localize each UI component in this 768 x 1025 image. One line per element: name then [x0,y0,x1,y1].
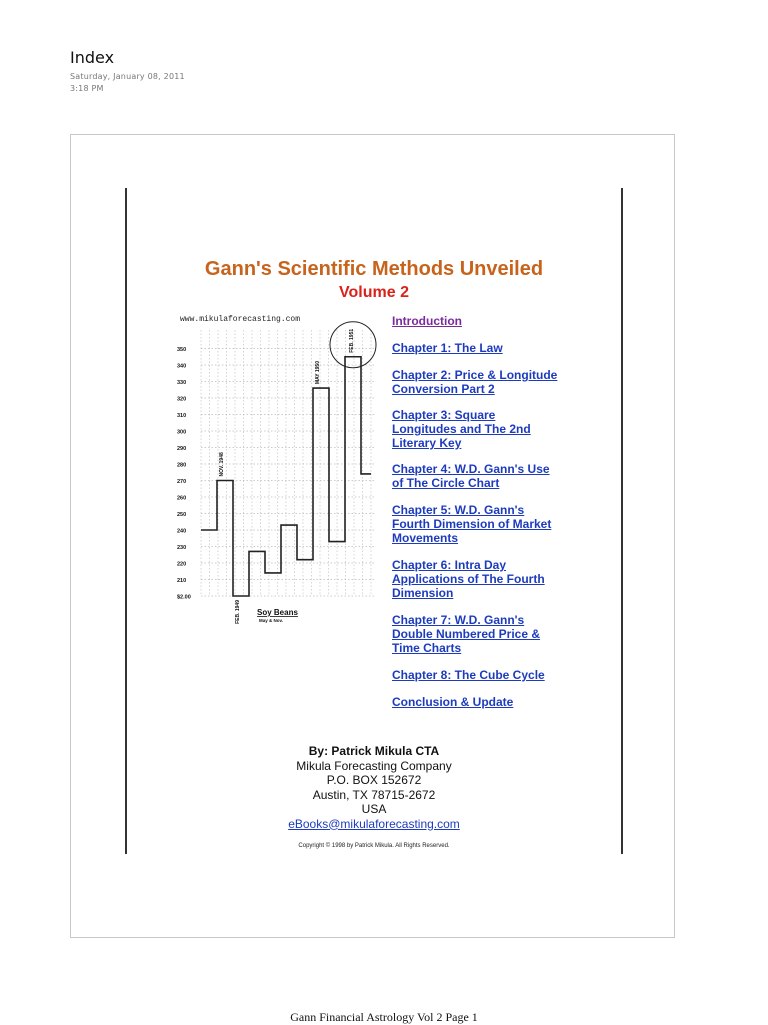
toc-chapter-1[interactable]: Chapter 1: The Law [392,341,503,355]
y-tick-label: 300 [177,429,187,436]
y-tick-label: 340 [177,363,187,370]
toc-chapter-7[interactable]: Chapter 7: W.D. Gann's Double Numbered Price & Time Charts [392,613,541,655]
toc-conclusion[interactable]: Conclusion & Update [392,695,514,709]
chart-title: Soy Beans [257,608,298,617]
page-footer: Gann Financial Astrology Vol 2 Page 1 [290,1010,478,1024]
date-annotation: MAY 1950 [315,361,321,385]
y-tick-label: 210 [177,578,187,584]
po-box: P.O. BOX 152672 [326,773,422,787]
date-annotation: FEB. 1949 [235,600,241,624]
y-tick-label: 250 [177,512,187,518]
y-tick-label: 280 [177,462,187,469]
y-tick-label: 320 [177,396,187,403]
toc-chapter-5[interactable]: Chapter 5: W.D. Gann's Fourth Dimension of Market Movements [392,503,552,545]
y-tick-label: 290 [177,446,187,452]
city-line: Austin, TX 78715-2672 [312,787,436,802]
y-tick-label: 220 [177,561,187,568]
y-tick-label: 330 [177,380,187,386]
email-link[interactable]: eBooks@mikulaforecasting.com [288,816,460,831]
cover-subtitle: Volume 2 [339,284,409,301]
y-tick-label: 230 [177,545,187,551]
date-annotation: NOV. 1948 [219,452,225,477]
soybean-chart [175,318,385,628]
cover-url: www.mikulaforecasting.com [180,315,301,324]
note-time: 3:18 PM [70,84,104,93]
right-border-line [621,188,623,854]
credits-block [127,744,621,831]
date-annotation: FEB. 1951 [349,328,355,353]
y-tick-label: $2.00 [177,594,191,601]
country-line: USA [361,802,387,816]
toc-chapter-6[interactable]: Chapter 6: Intra Day Applications of The Fourth Dimension [392,558,545,600]
toc-chapter-3[interactable]: Chapter 3: Square Longitudes and The 2nd Literary Key [392,408,531,450]
y-tick-label: 270 [177,479,187,485]
company-name: Mikula Forecasting Company [296,758,452,773]
chart-subtitle: May & Nov. [259,618,283,623]
y-tick-label: 350 [177,347,187,353]
y-tick-label: 240 [177,528,187,535]
toc-introduction[interactable]: Introduction [392,314,462,328]
author-line: By: Patrick Mikula CTA [308,744,440,758]
toc-chapter-8[interactable]: Chapter 8: The Cube Cycle [392,668,545,682]
page-title: Index [70,48,115,67]
note-date: Saturday, January 08, 2011 [70,72,185,81]
toc-chapter-4[interactable]: Chapter 4: W.D. Gann's Use of The Circle Chart [392,462,550,490]
price-series-line [201,357,371,596]
y-tick-label: 260 [177,495,187,502]
y-tick-label: 310 [177,413,187,419]
copyright-notice: Copyright © 1998 by Patrick Mikula. All Rights Reserved. [298,843,450,849]
toc-chapter-2[interactable]: Chapter 2: Price & Longitude Conversion Part 2 [392,368,558,396]
cover-title: Gann's Scientific Methods Unveiled [204,258,544,280]
